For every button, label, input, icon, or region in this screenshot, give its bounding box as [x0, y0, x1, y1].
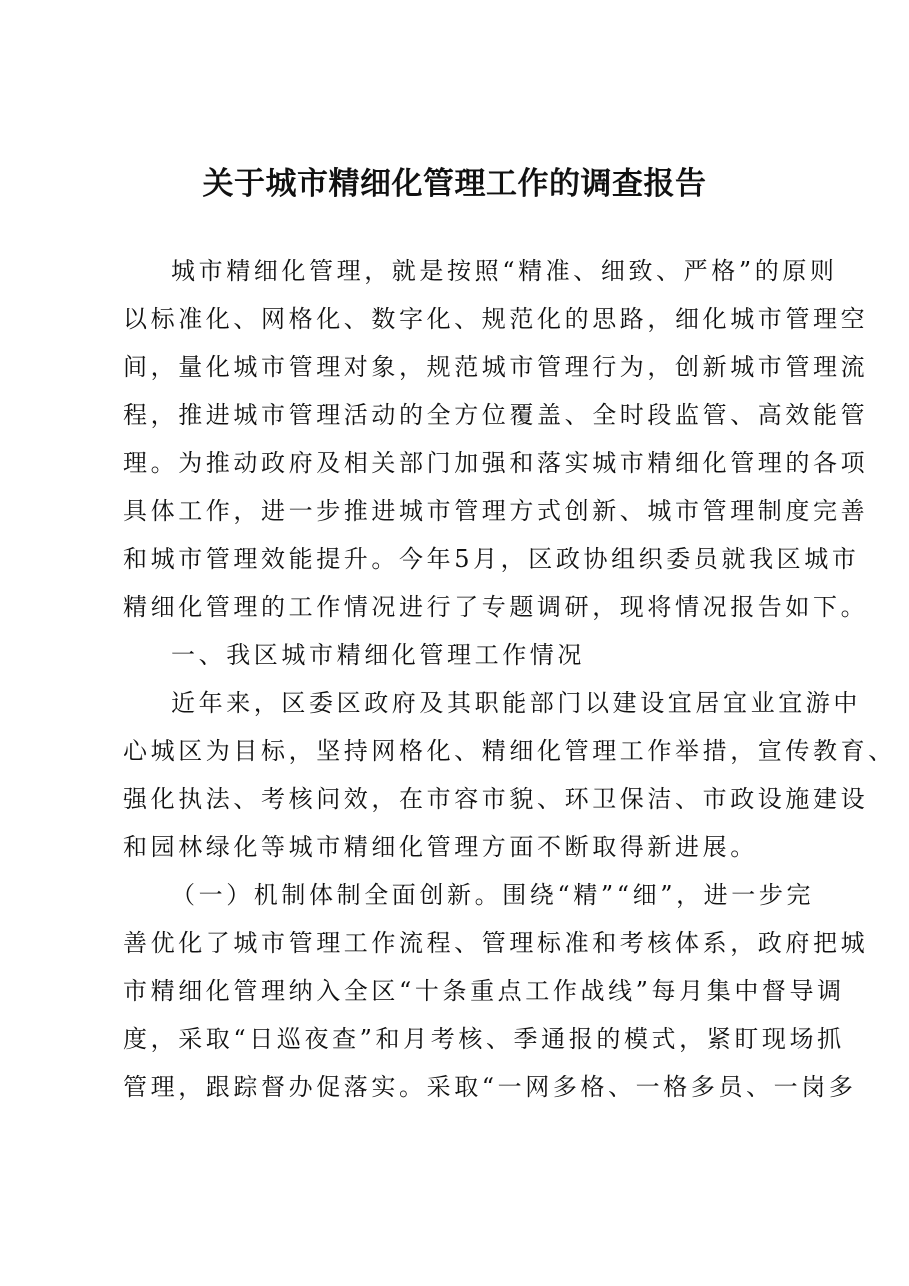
- paragraph-line: 心城区为目标，坚持网格化、精细化管理工作举措，宣传教育、: [123, 737, 896, 765]
- paragraph-line: 城市精细化管理，就是按照“精准、细致、严格”的原则: [171, 257, 838, 285]
- paragraph-line: 具体工作，进一步推进城市管理方式创新、城市管理制度完善: [123, 497, 869, 525]
- paragraph-line: 间，量化城市管理对象，规范城市管理行为，创新城市管理流: [123, 353, 869, 381]
- section-heading: 一、我区城市精细化管理工作情况: [171, 641, 585, 669]
- paragraph-line: 和城市管理效能提升。今年5月，区政协组织委员就我区城市: [123, 545, 860, 573]
- paragraph-line: 市精细化管理纳入全区“十条重点工作战线”每月集中督导调: [123, 977, 845, 1005]
- paragraph-line: 度，采取“日巡夜查”和月考核、季通报的模式，紧盯现场抓: [123, 1025, 845, 1053]
- subsection-line: （一）机制体制全面创新。围绕“精”“细”，进一步完: [171, 881, 815, 909]
- paragraph-line: 和园林绿化等城市精细化管理方面不断取得新进展。: [123, 833, 758, 861]
- paragraph-line: 理。为推动政府及相关部门加强和落实城市精细化管理的各项: [123, 449, 869, 477]
- paragraph-line: 管理，跟踪督办促落实。采取“一网多格、一格多员、一岗多: [123, 1073, 857, 1101]
- paragraph-line: 善优化了城市管理工作流程、管理标准和考核体系，政府把城: [123, 929, 869, 957]
- paragraph-line: 程，推进城市管理活动的全方位覆盖、全时段监管、高效能管: [123, 401, 869, 429]
- paragraph-line: 强化执法、考核问效，在市容市貌、环卫保洁、市政设施建设: [123, 785, 869, 813]
- paragraph-line: 精细化管理的工作情况进行了专题调研，现将情况报告如下。: [123, 593, 869, 621]
- document-body: [123, 247, 896, 1111]
- paragraph-line: 近年来，区委区政府及其职能部门以建设宜居宜业宜游中: [171, 689, 861, 717]
- paragraph-line: 以标准化、网格化、数字化、规范化的思路，细化城市管理空: [123, 305, 869, 333]
- document-title: 关于城市精细化管理工作的调查报告: [202, 166, 707, 202]
